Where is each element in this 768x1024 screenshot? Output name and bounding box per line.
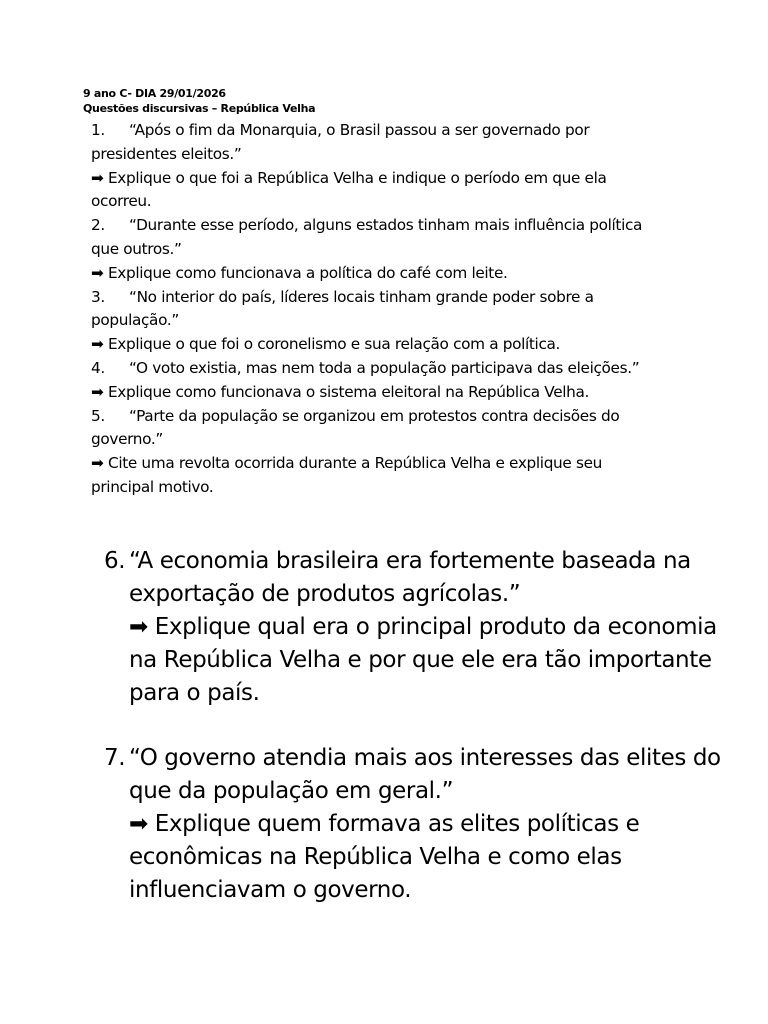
question-quote-line: população.”	[91, 311, 179, 330]
question-task-line: Explique o que foi a República Velha e indique o período em que ela	[107, 168, 607, 187]
question-item	[91, 286, 731, 357]
question-number: 4.	[91, 358, 105, 377]
question-list-large	[104, 545, 754, 907]
question-item	[91, 405, 731, 500]
question-number: 2.	[91, 216, 105, 235]
question-quote-line: “No interior do país, líderes locais tinham grande poder sobre a	[129, 287, 594, 306]
worksheet-title: Questões discursivas – República Velha	[83, 102, 316, 115]
question-quote-line: “Durante esse período, alguns estados tinham mais influência política	[129, 216, 643, 235]
question-quote-line: governo.”	[91, 430, 163, 449]
arrow-right-icon: ➡	[91, 263, 104, 282]
question-task-line: influenciavam o governo.	[129, 877, 412, 903]
document-header	[83, 86, 315, 116]
question-task-line: Explique como funcionava a política do café com leite.	[107, 263, 508, 282]
question-number: 6.	[104, 548, 126, 574]
question-quote-line: “Após o fim da Monarquia, o Brasil passou a ser governado por	[129, 121, 590, 139]
question-quote-line: que outros.”	[91, 239, 182, 258]
question-number: 3.	[91, 287, 105, 306]
question-number: 5.	[91, 406, 105, 425]
question-task-line: Explique qual era o principal produto da economia	[154, 614, 717, 640]
question-item	[91, 119, 731, 214]
question-task-line: Explique quem formava as elites políticas e	[154, 811, 640, 837]
question-task-line: na República Velha e por que ele era tão importante	[129, 647, 712, 673]
question-task-line: econômicas na República Velha e como elas	[129, 844, 622, 870]
class-date-line: 9 ano C- DIA 29/01/2026	[83, 87, 226, 100]
arrow-right-icon: ➡	[91, 335, 104, 354]
question-item	[104, 545, 754, 710]
arrow-right-icon: ➡	[91, 382, 104, 401]
question-task-line: Explique como funcionava o sistema eleitoral na República Velha.	[107, 382, 590, 401]
question-quote-line: exportação de produtos agrícolas.”	[129, 581, 521, 607]
question-quote-line: que da população em geral.”	[129, 778, 454, 804]
arrow-right-icon: ➡	[91, 168, 104, 187]
question-item	[91, 214, 731, 285]
arrow-right-icon: ➡	[129, 614, 148, 640]
question-quote-line: presidentes eleitos.”	[91, 144, 242, 163]
question-task-line: Explique o que foi o coronelismo e sua relação com a política.	[107, 335, 561, 354]
question-number: 7.	[104, 745, 126, 771]
question-list-small	[91, 119, 731, 500]
arrow-right-icon: ➡	[91, 454, 104, 473]
question-quote-line: “O voto existia, mas nem toda a população participava das eleições.”	[129, 358, 640, 377]
question-number: 1.	[91, 121, 105, 139]
question-quote-line: “A economia brasileira era fortemente baseada na	[129, 548, 691, 574]
question-task-line: Cite uma revolta ocorrida durante a República Velha e explique seu	[107, 454, 602, 473]
question-item	[104, 742, 754, 907]
question-task-line: ocorreu.	[91, 192, 152, 211]
question-task-line: para o país.	[129, 680, 260, 706]
arrow-right-icon: ➡	[129, 811, 148, 837]
question-quote-line: “Parte da população se organizou em protestos contra decisões do	[129, 406, 620, 425]
question-item	[91, 357, 731, 405]
question-quote-line: “O governo atendia mais aos interesses das elites do	[129, 745, 721, 771]
question-task-line: principal motivo.	[91, 477, 214, 496]
